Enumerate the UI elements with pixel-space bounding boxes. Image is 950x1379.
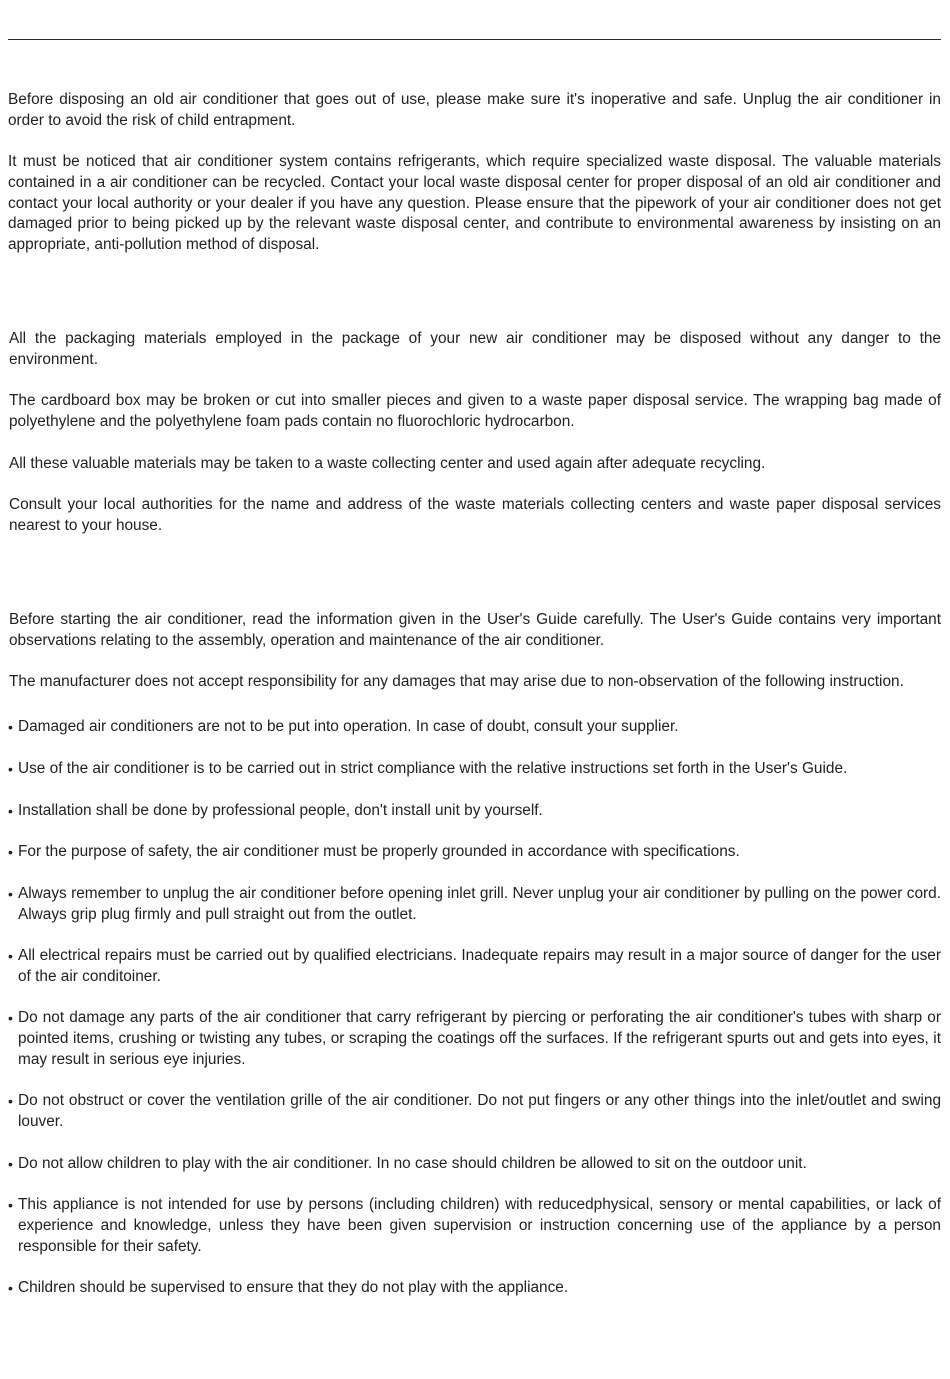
bullet-glyph: • — [8, 1197, 13, 1213]
bullet-glyph: • — [8, 803, 13, 819]
bullet-glyph: • — [8, 948, 13, 964]
bullet-text: Do not obstruct or cover the ventilation grille of the air conditioner. Do not put fingers or any other things into the inlet/outlet and swing louver. — [18, 1092, 941, 1130]
bullet-glyph: • — [8, 719, 13, 735]
safety-bullet-item — [8, 842, 941, 863]
bullet-glyph: • — [8, 886, 13, 902]
bullet-text: Installation shall be done by professional people, don't install unit by yourself. — [18, 802, 543, 819]
bullet-text: Do not damage any parts of the air conditioner that carry refrigerant by piercing or perforating the air conditioner's tubes with sharp or pointed items, crushing or twisting any tubes, or scraping the coatings off the surfaces. If the refrigerant spurts out and gets into eyes, it may result in serious eye injuries. — [18, 1009, 941, 1068]
safety-bullet-item — [8, 1154, 941, 1175]
bullet-text: Children should be supervised to ensure that they do not play with the appliance. — [18, 1279, 569, 1296]
recycling-paragraph: All these valuable materials may be taken to a waste collecting center and used again after adequate recycling. — [9, 455, 766, 472]
bullet-text: For the purpose of safety, the air conditioner must be properly grounded in accordance with specifications. — [18, 843, 740, 860]
safety-bullet-item — [8, 1008, 941, 1070]
safety-bullet-item — [8, 1278, 941, 1299]
bullet-glyph: • — [8, 1010, 13, 1026]
bullet-text: Use of the air conditioner is to be carried out in strict compliance with the relative instructions set forth in the User's Guide. — [18, 760, 848, 777]
refrigerant-disposal-paragraph: It must be noticed that air conditioner system contains refrigerants, which require specialized waste disposal. The valuable materials contained in a air conditioner can be recycled. Contact your local waste disposal center for proper disposal of an old air conditioner and contact your local authority or your dealer if you have any question. Please ensure that the pipework of your air conditioner does not get damaged prior to being picked up by the relevant waste disposal center, and contribute to environmental awareness by insisting on an appropriate, anti-pollution method of disposal. — [8, 153, 941, 254]
cardboard-paragraph: The cardboard box may be broken or cut into smaller pieces and given to a waste paper disposal service. The wrapping bag made of polyethylene and the polyethylene foam pads contain no fluorochloric hydrocarbon. — [9, 392, 941, 430]
safety-bullet-item — [8, 946, 941, 988]
bullet-text: Damaged air conditioners are not to be put into operation. In case of doubt, consult your supplier. — [18, 718, 679, 735]
bullet-glyph: • — [8, 1280, 13, 1296]
safety-bullet-item — [8, 801, 941, 822]
users-guide-paragraph: Before starting the air conditioner, read the information given in the User's Guide carefully. The User's Guide contains very important observations relating to the assembly, operation and maintenance of the air conditioner. — [9, 611, 941, 649]
bullet-text: This appliance is not intended for use by persons (including children) with reducedphysical, sensory or mental capabilities, or lack of experience and knowledge, unless they have been given supervision or instruction concerning use of the appliance by a person responsible for their safety. — [18, 1196, 941, 1255]
bullet-glyph: • — [8, 1093, 13, 1109]
safety-bullet-item — [8, 717, 941, 738]
packaging-intro-paragraph: All the packaging materials employed in the package of your new air conditioner may be disposed without any danger to the environment. — [9, 330, 941, 368]
header-rule — [8, 39, 941, 40]
bullet-glyph: • — [8, 761, 13, 777]
local-authorities-paragraph: Consult your local authorities for the name and address of the waste materials collecting centers and waste paper disposal services nearest to your house. — [9, 496, 941, 534]
old-unit-disposal-paragraph: Before disposing an old air conditioner that goes out of use, please make sure it's inoperative and safe. Unplug the air conditioner in order to avoid the risk of child entrapment. — [8, 91, 941, 129]
bullet-text: All electrical repairs must be carried out by qualified electricians. Inadequate repairs may result in a major source of danger for the user of the air conditoiner. — [18, 947, 941, 985]
safety-bullet-item — [8, 1195, 941, 1257]
bullet-glyph: • — [8, 844, 13, 860]
safety-bullet-item — [8, 1091, 941, 1133]
safety-bullet-item — [8, 884, 941, 926]
safety-bullet-item — [8, 759, 941, 780]
manufacturer-responsibility-paragraph: The manufacturer does not accept responsibility for any damages that may arise due to non-observation of the following instruction. — [9, 673, 904, 690]
bullet-text: Always remember to unplug the air conditioner before opening inlet grill. Never unplug your air conditioner by pulling on the power cord. Always grip plug firmly and pull straight out from the outlet. — [18, 885, 941, 923]
bullet-text: Do not allow children to play with the air conditioner. In no case should children be allowed to sit on the outdoor unit. — [18, 1155, 807, 1172]
bullet-glyph: • — [8, 1156, 13, 1172]
